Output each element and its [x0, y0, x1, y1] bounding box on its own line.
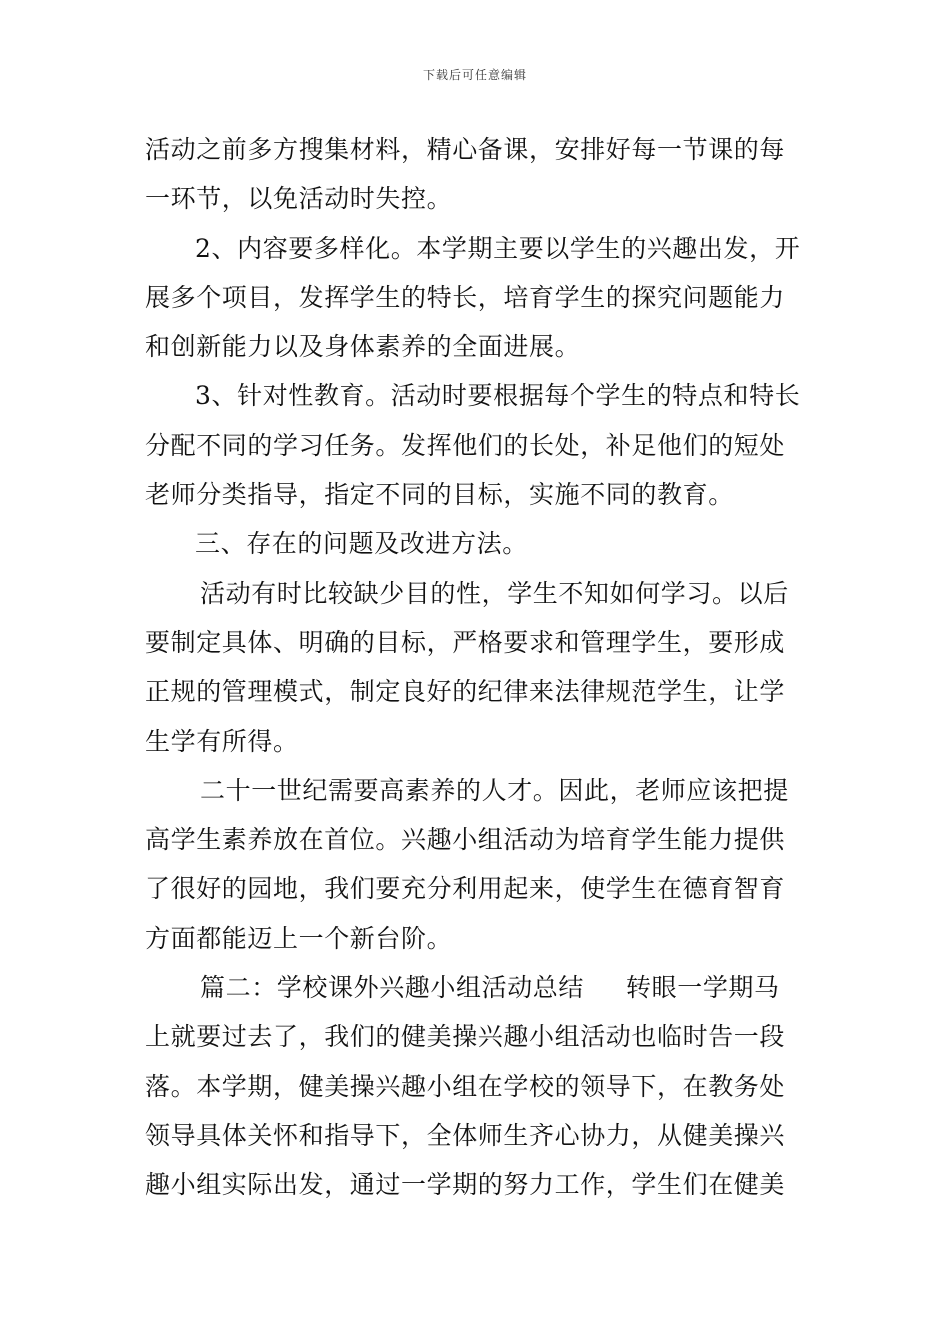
text-line: 老师分类指导，指定不同的目标，实施不同的教育。: [145, 480, 734, 510]
text-line: 活动有时比较缺少目的性，学生不知如何学习。以后: [200, 578, 789, 608]
text-line: 要制定具体、明确的目标，严格要求和管理学生，要形成: [145, 627, 786, 657]
text-line: 方面都能迈上一个新台阶。: [145, 923, 453, 953]
text-line: 落。本学期，健美操兴趣小组在学校的领导下，在教务处: [145, 1071, 786, 1101]
text-line: 展多个项目，发挥学生的特长，培育学生的探究问题能力: [145, 282, 786, 312]
text-line: 2、内容要多样化。本学期主要以学生的兴趣出发，开: [195, 233, 801, 263]
text-fragment: 转眼一学期马: [626, 973, 780, 1003]
text-line: [145, 963, 810, 1012]
text-line: 领导具体关怀和指导下，全体师生齐心协力，从健美操兴: [145, 1120, 786, 1150]
text-line: 活动之前多方搜集材料，精心备课，安排好每一节课的每: [145, 135, 786, 164]
text-line: 生学有所得。: [145, 726, 299, 756]
article-title: 篇二：学校课外兴趣小组活动总结: [200, 973, 585, 1003]
text-line: 高学生素养放在首位。兴趣小组活动为培育学生能力提供: [145, 825, 786, 855]
text-line: 趣小组实际出发，通过一学期的努力工作，学生们在健美: [145, 1170, 786, 1200]
section-heading: 三、存在的问题及改进方法。: [195, 529, 528, 559]
text-line: 正规的管理模式，制定良好的纪律来法律规范学生，让学: [145, 677, 786, 707]
page-header: 下载后可任意编辑: [422, 68, 527, 82]
text-line: 分配不同的学习任务。发挥他们的长处，补足他们的短处: [145, 430, 786, 460]
text-line: 上就要过去了，我们的健美操兴趣小组活动也临时告一段: [145, 1022, 786, 1052]
text-line: 和创新能力以及身体素养的全面进展。: [145, 332, 581, 362]
text-line: 3、针对性教育。活动时要根据每个学生的特点和特长: [195, 381, 801, 411]
text-line: 了很好的园地，我们要充分利用起来，使学生在德育智育: [145, 874, 786, 904]
text-line: 二十一世纪需要高素养的人才。因此，老师应该把提: [200, 775, 789, 805]
text-line: 一环节，以免活动时失控。: [145, 184, 453, 214]
document-body: [145, 125, 810, 1210]
